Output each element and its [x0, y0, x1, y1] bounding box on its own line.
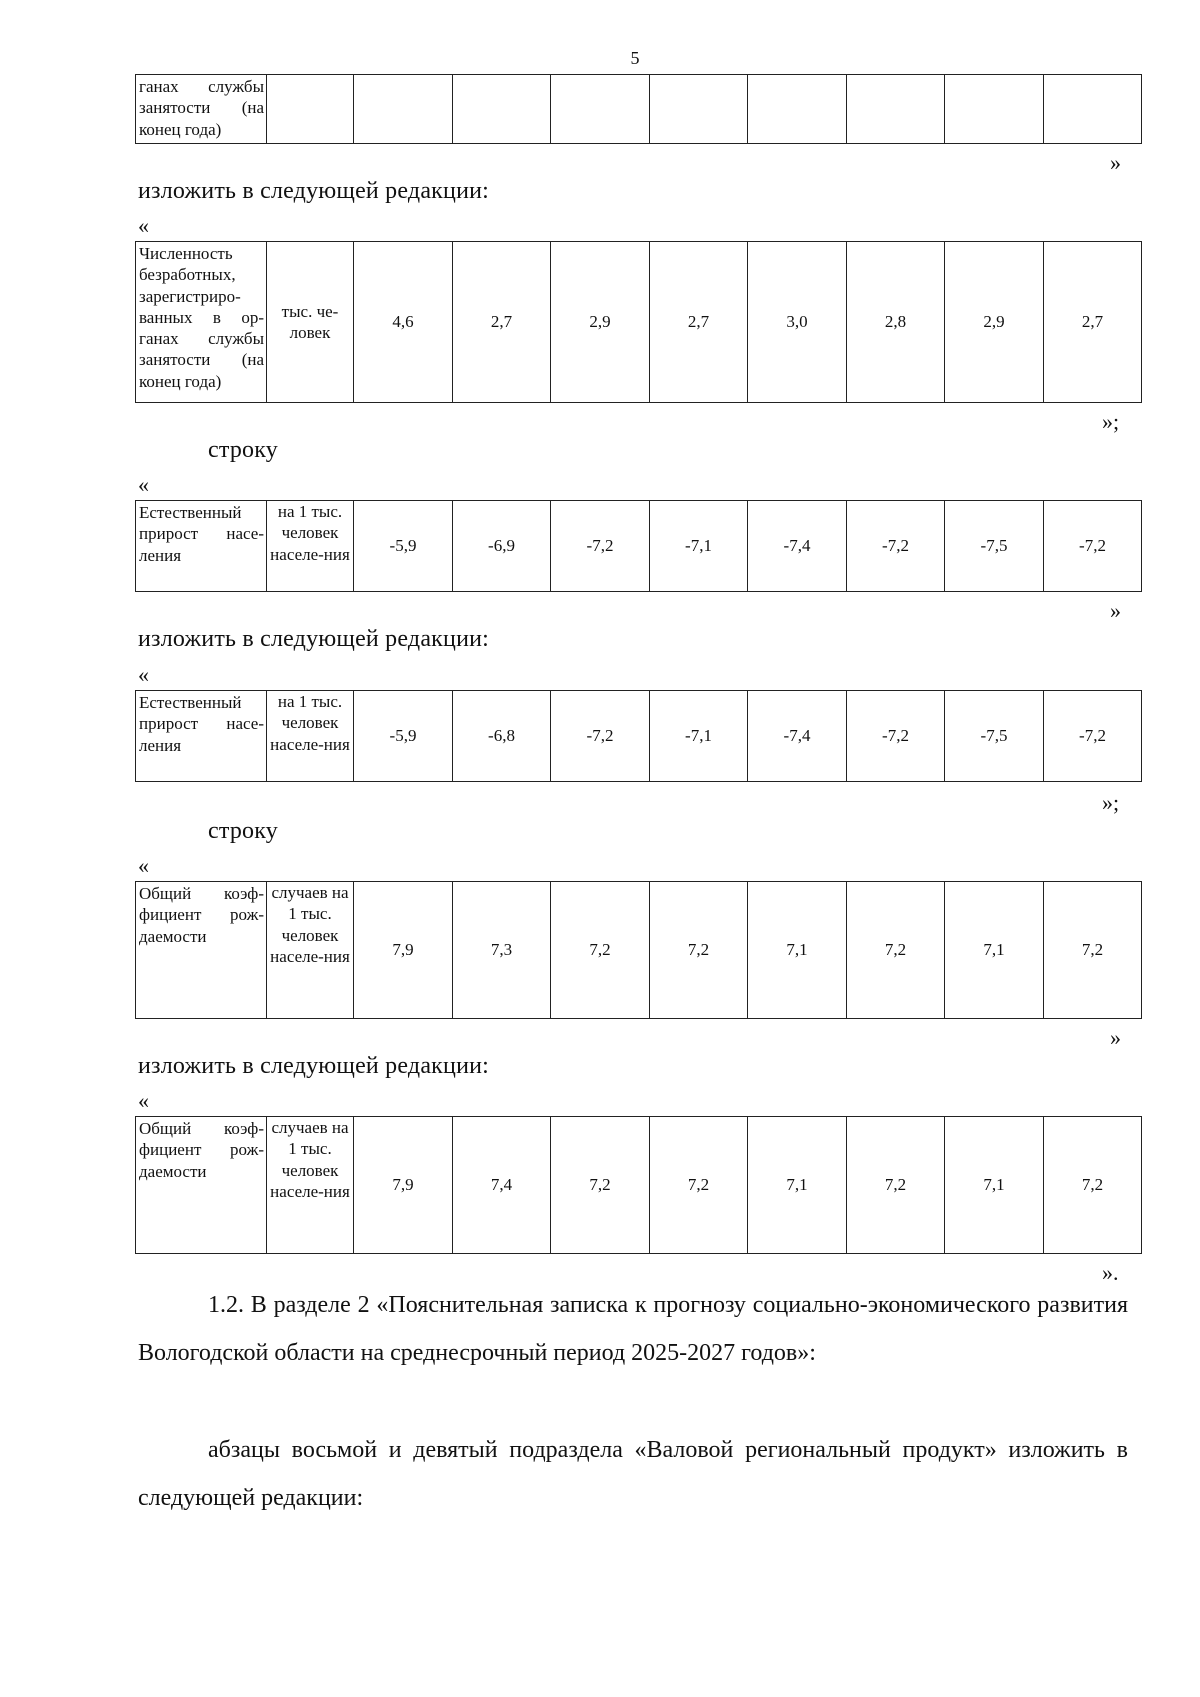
indicator-unit: случаев на 1 тыс. человек населе-ния — [267, 882, 354, 1019]
value-cell: -7,2 — [551, 691, 650, 782]
value-cell: -7,5 — [945, 691, 1044, 782]
indicator-unit — [267, 75, 354, 144]
value-cell: 2,7 — [1044, 242, 1142, 403]
table-row — [136, 501, 1142, 592]
table-row — [136, 242, 1142, 403]
value-cell: 7,3 — [453, 882, 551, 1019]
value-cell: -7,2 — [551, 501, 650, 592]
value-cell: 3,0 — [748, 242, 847, 403]
close-quote: » — [1110, 150, 1121, 175]
value-cell — [354, 75, 453, 144]
close-quote-semicolon: »; — [1102, 790, 1120, 815]
indicator-name: Общий коэф-фициент рож-даемости — [136, 1117, 267, 1254]
value-cell — [945, 75, 1044, 144]
table-row — [136, 882, 1142, 1019]
value-cell: 7,1 — [748, 1117, 847, 1254]
value-cell: 7,4 — [453, 1117, 551, 1254]
table-row — [136, 75, 1142, 144]
value-cell: -7,1 — [650, 501, 748, 592]
open-quote: « — [138, 213, 149, 238]
open-quote: « — [138, 472, 149, 497]
value-cell: 7,2 — [650, 882, 748, 1019]
value-cell: 7,9 — [354, 882, 453, 1019]
value-cell: 7,2 — [650, 1117, 748, 1254]
indicator-name: Общий коэф-фициент рож-даемости — [136, 882, 267, 1019]
close-quote-period: ». — [1102, 1260, 1119, 1285]
table-unemployed-new — [135, 241, 1142, 403]
open-quote: « — [138, 662, 149, 687]
value-cell: 7,2 — [847, 1117, 945, 1254]
value-cell: -6,8 — [453, 691, 551, 782]
close-quote: » — [1110, 1025, 1121, 1050]
value-cell: -7,2 — [1044, 501, 1142, 592]
value-cell: 7,1 — [945, 882, 1044, 1019]
edit-instruction: изложить в следующей редакции: — [138, 178, 490, 204]
value-cell: 7,2 — [551, 1117, 650, 1254]
value-cell: 2,7 — [453, 242, 551, 403]
table-birth-rate-new — [135, 1116, 1142, 1254]
value-cell — [650, 75, 748, 144]
value-cell: -7,5 — [945, 501, 1044, 592]
close-quote-semicolon: »; — [1102, 409, 1120, 434]
table-row — [136, 1117, 1142, 1254]
value-cell: -5,9 — [354, 691, 453, 782]
open-quote: « — [138, 853, 149, 878]
value-cell: 7,9 — [354, 1117, 453, 1254]
indicator-unit: на 1 тыс. человек населе-ния — [267, 691, 354, 782]
indicator-name: Численность безработных, зарегистриро-ванных в ор-ганах службы занятости (на конец года) — [136, 242, 267, 403]
open-quote: « — [138, 1088, 149, 1113]
edit-instruction: изложить в следующей редакции: — [138, 1053, 490, 1079]
value-cell: -7,2 — [847, 501, 945, 592]
value-cell: 2,9 — [945, 242, 1044, 403]
value-cell: 4,6 — [354, 242, 453, 403]
value-cell — [453, 75, 551, 144]
indicator-name: ганах службы занятости (на конец года) — [136, 75, 267, 144]
value-cell: 7,2 — [847, 882, 945, 1019]
value-cell: -7,1 — [650, 691, 748, 782]
value-cell: -7,4 — [748, 501, 847, 592]
value-cell: 7,2 — [1044, 882, 1142, 1019]
edit-instruction: изложить в следующей редакции: — [138, 626, 490, 652]
paragraph-section-2: 1.2. В разделе 2 «Пояснительная записка к прогнозу социально-экономического развития Вологодской области на среднесрочный период 2025-2027 годов»: — [138, 1292, 1128, 1366]
table-row — [136, 691, 1142, 782]
value-cell: 7,2 — [1044, 1117, 1142, 1254]
value-cell: -7,2 — [1044, 691, 1142, 782]
table-natural-growth — [135, 500, 1142, 592]
value-cell: -5,9 — [354, 501, 453, 592]
value-cell: 7,1 — [748, 882, 847, 1019]
value-cell: 2,8 — [847, 242, 945, 403]
value-cell — [551, 75, 650, 144]
indicator-unit: на 1 тыс. человек населе-ния — [267, 501, 354, 592]
value-cell: 7,1 — [945, 1117, 1044, 1254]
value-cell — [1044, 75, 1142, 144]
page-number: 5 — [630, 48, 640, 68]
line-label: строку — [208, 818, 278, 844]
indicator-unit: тыс. че-ловек — [267, 242, 354, 403]
value-cell: -6,9 — [453, 501, 551, 592]
value-cell — [748, 75, 847, 144]
line-label: строку — [208, 437, 278, 463]
paragraph-grp: абзацы восьмой и девятый подраздела «Валовой региональный продукт» изложить в следующей редакции: — [138, 1437, 1128, 1511]
table-natural-growth-new — [135, 690, 1142, 782]
value-cell — [847, 75, 945, 144]
indicator-unit: случаев на 1 тыс. человек населе-ния — [267, 1117, 354, 1254]
indicator-name: Естественный прирост насе-ления — [136, 691, 267, 782]
value-cell: 7,2 — [551, 882, 650, 1019]
value-cell: -7,4 — [748, 691, 847, 782]
indicator-name: Естественный прирост насе-ления — [136, 501, 267, 592]
close-quote: » — [1110, 598, 1121, 623]
value-cell: 2,7 — [650, 242, 748, 403]
table-unemployed-tail — [135, 74, 1142, 144]
table-birth-rate — [135, 881, 1142, 1019]
value-cell: -7,2 — [847, 691, 945, 782]
value-cell: 2,9 — [551, 242, 650, 403]
